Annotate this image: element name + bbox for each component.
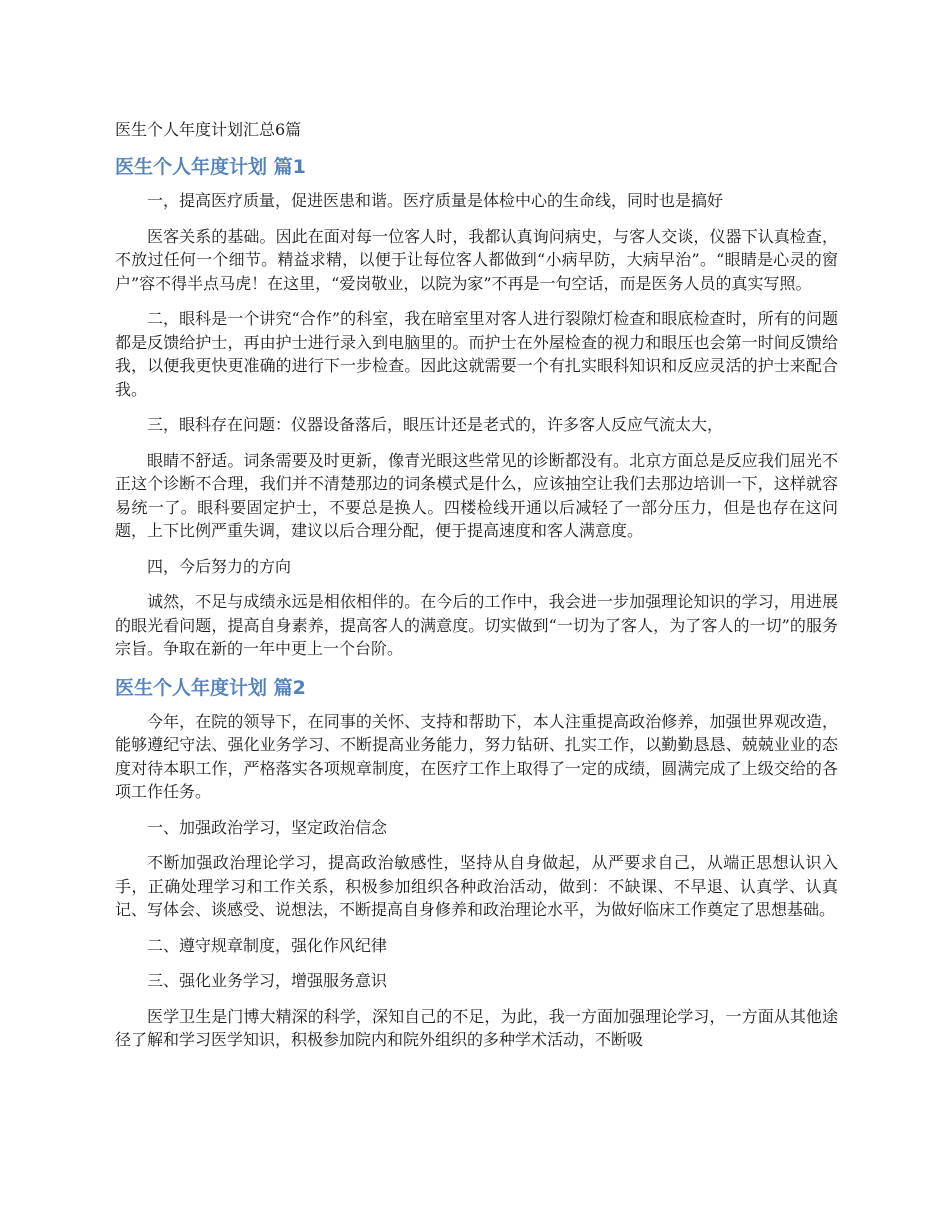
paragraph: 三、强化业务学习，增强服务意识 — [147, 971, 388, 990]
paragraph: 三，眼科存在问题：仪器设备落后，眼压计还是老式的，许多客人反应气流太大， — [147, 415, 724, 434]
paragraph: 今年，在院的领导下，在同事的关怀、支持和帮助下，本人注重提高政治修养，加强世界观改造，能够遵纪守法、强化业务学习、不断提高业务能力，努力钻研、扎实工作，以勤勤恳恳、兢兢业业的态度对待本职工作，严格落实各项规章制度，在医疗工作上取得了一定的成绩，圆满完成了上级交给的各项工作任务。 — [115, 711, 838, 801]
paragraph: 一，提高医疗质量，促进医患和谐。医疗质量是体检中心的生命线，同时也是搞好 — [147, 191, 724, 210]
paragraph: 不断加强政治理论学习，提高政治敏感性，坚持从自身做起，从严要求自己，从端正思想认识入手，正确处理学习和工作关系，积极参加组织各种政治活动，做到：不缺课、不早退、认真学、认真记、写体会、谈感受、说想法，不断提高自身修养和政治理论水平，为做好临床工作奠定了思想基础。 — [115, 853, 838, 919]
paragraph: 医学卫生是门博大精深的科学，深知自己的不足，为此，我一方面加强理论学习，一方面从其他途径了解和学习医学知识，积极参加院内和院外组织的多种学术活动，不断吸 — [115, 1006, 838, 1049]
paragraph: 诚然，不足与成绩永远是相依相伴的。在今后的工作中，我会进一步加强理论知识的学习，用进展的眼光看问题，提高自身素养，提高客人的满意度。切实做到“一切为了客人，为了客人的一切”的服务宗旨。争取在新的一年中更上一个台阶。 — [115, 592, 838, 658]
paragraph: 一、加强政治学习，坚定政治信念 — [147, 817, 388, 837]
paragraph: 医客关系的基础。因此在面对每一位客人时，我都认真询问病史，与客人交谈，仪器下认真检查，不放过任何一个细节。精益求精，以便于让每位客人都做到“小病早防，大病早治”。“眼睛是心灵的窗户”容不得半点马虎！在这里，“爱岗敬业，以院为家”不再是一句空话，而是医务人员的真实写照。 — [115, 226, 838, 293]
section-2 — [115, 675, 838, 1052]
paragraph: 二，眼科是一个讲究“合作”的科室，我在暗室里对客人进行裂隙灯检查和眼底检查时，所有的问题都是反馈给护士，再由护士进行录入到电脑里的。而护士在外屋检查的视力和眼压也会第一时间反馈给我，以便我更快更准确的进行下一步检查。因此这就需要一个有扎实眼科知识和反应灵活的护士来配合我。 — [115, 309, 838, 399]
paragraph: 四，今后努力的方向 — [147, 556, 292, 576]
section-1 — [115, 154, 838, 661]
section-heading-2: 医生个人年度计划 篇2 — [115, 676, 306, 699]
paragraph: 二、遵守规章制度，强化作风纪律 — [147, 935, 388, 955]
section-heading-1: 医生个人年度计划 篇1 — [115, 156, 306, 178]
paragraph: 眼睛不舒适。词条需要及时更新，像青光眼这些常见的诊断都没有。北京方面总是反应我们屈光不正这个诊断不合理，我们并不清楚那边的词条模式是什么，应该抽空让我们去那边培训一下，这样就容易统一了。眼科要固定护士，不要总是换人。四楼检线开通以后减轻了一部分压力，但是也存在这问题，上下比例严重失调，建议以后合理分配，便于提高速度和客人满意度。 — [115, 450, 838, 540]
document-title: 医生个人年度计划汇总6篇 — [115, 120, 302, 139]
